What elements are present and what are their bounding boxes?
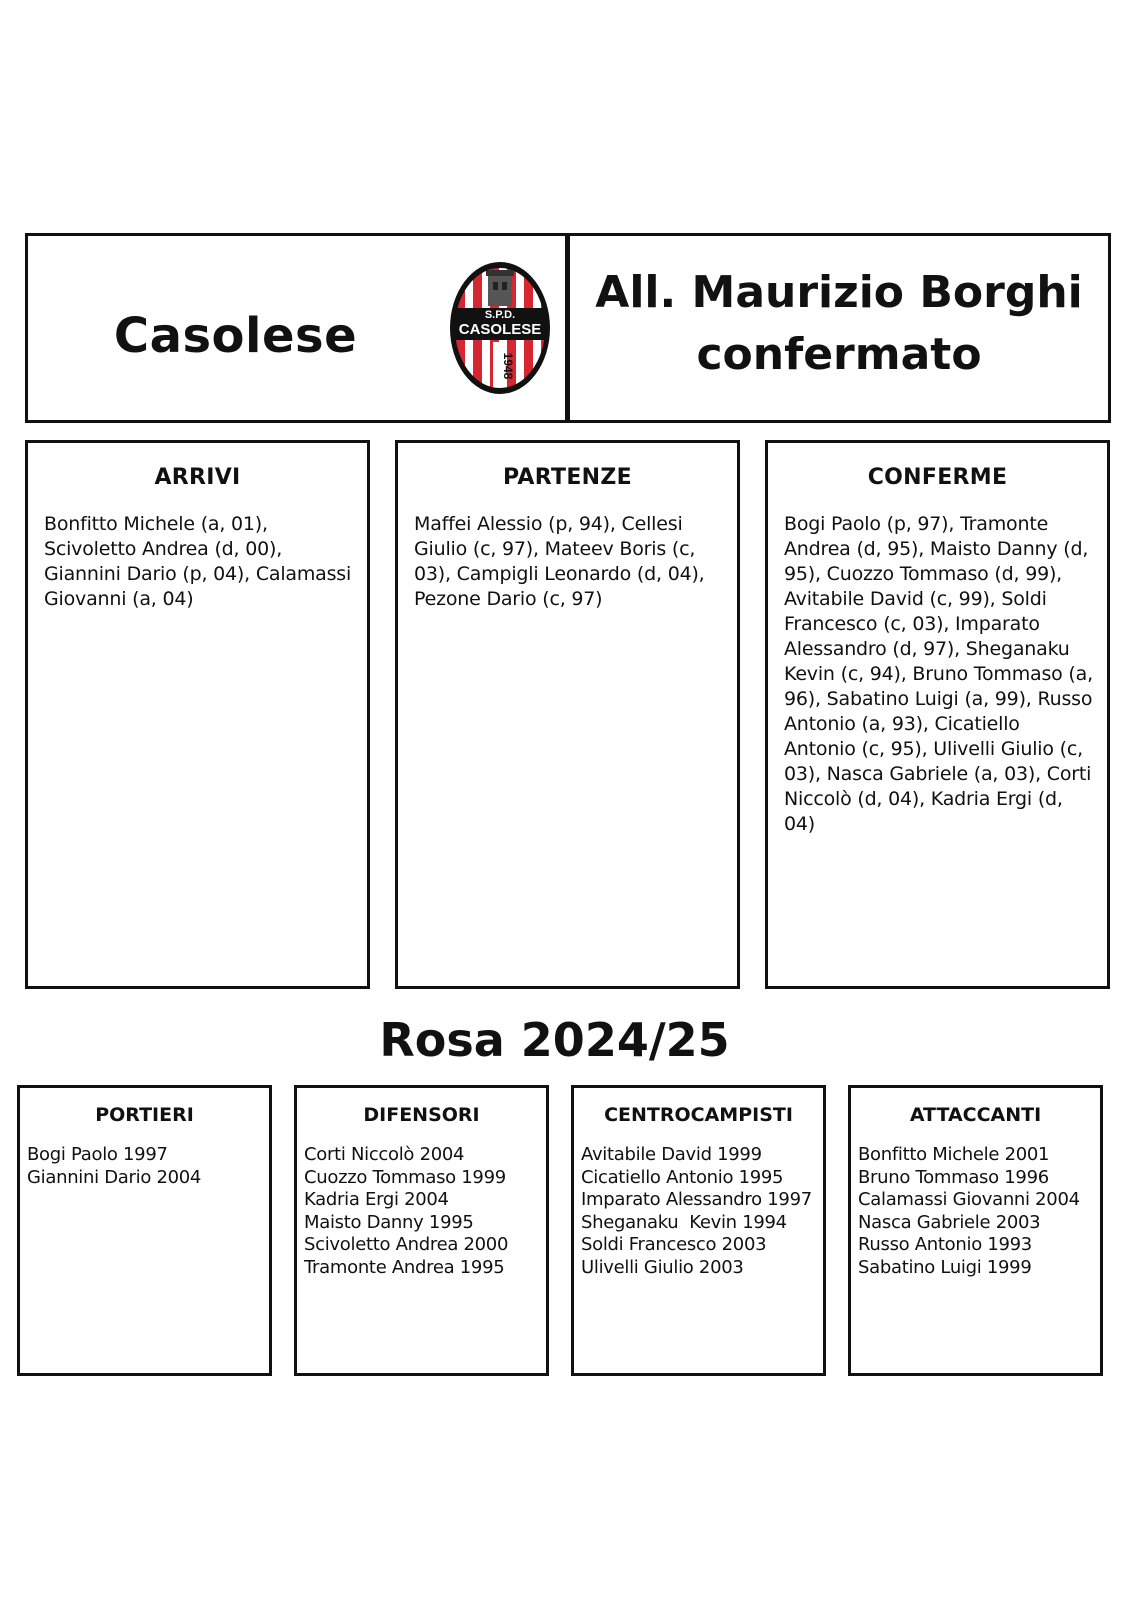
forwards-box	[848, 1085, 1103, 1376]
player-item: Sabatino Luigi 1999	[858, 1256, 1032, 1278]
team-name: Casolese	[113, 308, 358, 364]
player-item: Cuozzo Tommaso 1999	[304, 1166, 506, 1188]
player-item: Bonfitto Michele 2001	[858, 1144, 1050, 1165]
player-item: Calamassi Giovanni 2004	[858, 1189, 1080, 1210]
coach-header-box	[567, 233, 1111, 423]
arrivals-text: Bonfitto Michele (a, 01), Scivoletto Andrea (d, 00), Giannini Dario (p, 04), Calamassi Giovanni (a, 04)	[44, 513, 352, 610]
player-item: Tramonte Andrea 1995	[304, 1256, 505, 1278]
roster-title: Rosa 2024/25	[379, 1013, 730, 1067]
player-item: Russo Antonio 1993	[858, 1234, 1032, 1255]
confirmations-box	[765, 440, 1110, 989]
player-item: Nasca Gabriele 2003	[858, 1211, 1041, 1233]
midfielders-list	[574, 1144, 823, 1279]
player-item: Imparato Alessandro 1997	[581, 1189, 812, 1210]
team-header-box	[25, 233, 568, 423]
player-item: Cicatiello Antonio 1995	[581, 1166, 784, 1188]
confirmations-text: Bogi Paolo (p, 97), Tramonte Andrea (d, 95), Maisto Danny (d, 95), Cuozzo Tommaso (d, 99), Avitabile David (c, 99), Soldi Francesco (c, 03), Imparato Alessandro (d, 97), Sheganaku Kevin (c, 94), Bruno Tommaso (a, 96), Sabatino Luigi (a, 99), Russo Antonio (a, 93), Cicatiello Antonio (c, 95), Ulivelli Giulio (c, 03), Nasca Gabriele (a, 03), Corti Niccolò (d, 04), Kadria Ergi (d, 04)	[784, 513, 1093, 835]
crest-year-text: 1948	[501, 352, 515, 380]
coach-headline-line2: confermato	[696, 329, 982, 380]
player-item: Kadria Ergi 2004	[304, 1189, 449, 1210]
player-item: Bogi Paolo 1997	[27, 1144, 168, 1165]
player-item: Soldi Francesco 2003	[581, 1234, 767, 1255]
crest-top-text: S.P.D.	[484, 309, 516, 321]
club-crest-logo	[448, 260, 552, 396]
coach-headline-line1: All. Maurizio Borghi	[595, 267, 1083, 318]
arrivals-box	[25, 440, 370, 989]
player-item: Corti Niccolò 2004	[304, 1144, 465, 1165]
player-item: Sheganaku Kevin 1994	[581, 1211, 787, 1233]
departures-box	[395, 440, 740, 989]
midfielders-box	[571, 1085, 826, 1376]
forwards-list	[851, 1144, 1100, 1279]
coach-headline	[570, 262, 1108, 386]
midfielders-title: CENTROCAMPISTI	[604, 1104, 793, 1126]
goalkeepers-title: PORTIERI	[95, 1104, 194, 1126]
confirmations-title: CONFERME	[867, 465, 1008, 490]
player-item: Avitabile David 1999	[581, 1144, 762, 1165]
defenders-box	[294, 1085, 549, 1376]
player-item: Scivoletto Andrea 2000	[304, 1234, 509, 1255]
goalkeepers-box	[17, 1085, 272, 1376]
goalkeepers-list	[20, 1144, 269, 1189]
player-item: Maisto Danny 1995	[304, 1211, 474, 1233]
arrivals-title: ARRIVI	[154, 465, 241, 490]
player-item: Bruno Tommaso 1996	[858, 1166, 1049, 1188]
crest-club-text: CASOLESE	[458, 321, 542, 338]
defenders-title: DIFENSORI	[363, 1104, 480, 1126]
player-item: Ulivelli Giulio 2003	[581, 1256, 744, 1278]
forwards-title: ATTACCANTI	[909, 1104, 1042, 1126]
departures-title: PARTENZE	[503, 465, 632, 490]
defenders-list	[297, 1144, 546, 1279]
departures-text: Maffei Alessio (p, 94), Cellesi Giulio (c, 97), Mateev Boris (c, 03), Campigli Leonardo (d, 04), Pezone Dario (c, 97)	[414, 513, 705, 610]
player-item: Giannini Dario 2004	[27, 1166, 202, 1188]
